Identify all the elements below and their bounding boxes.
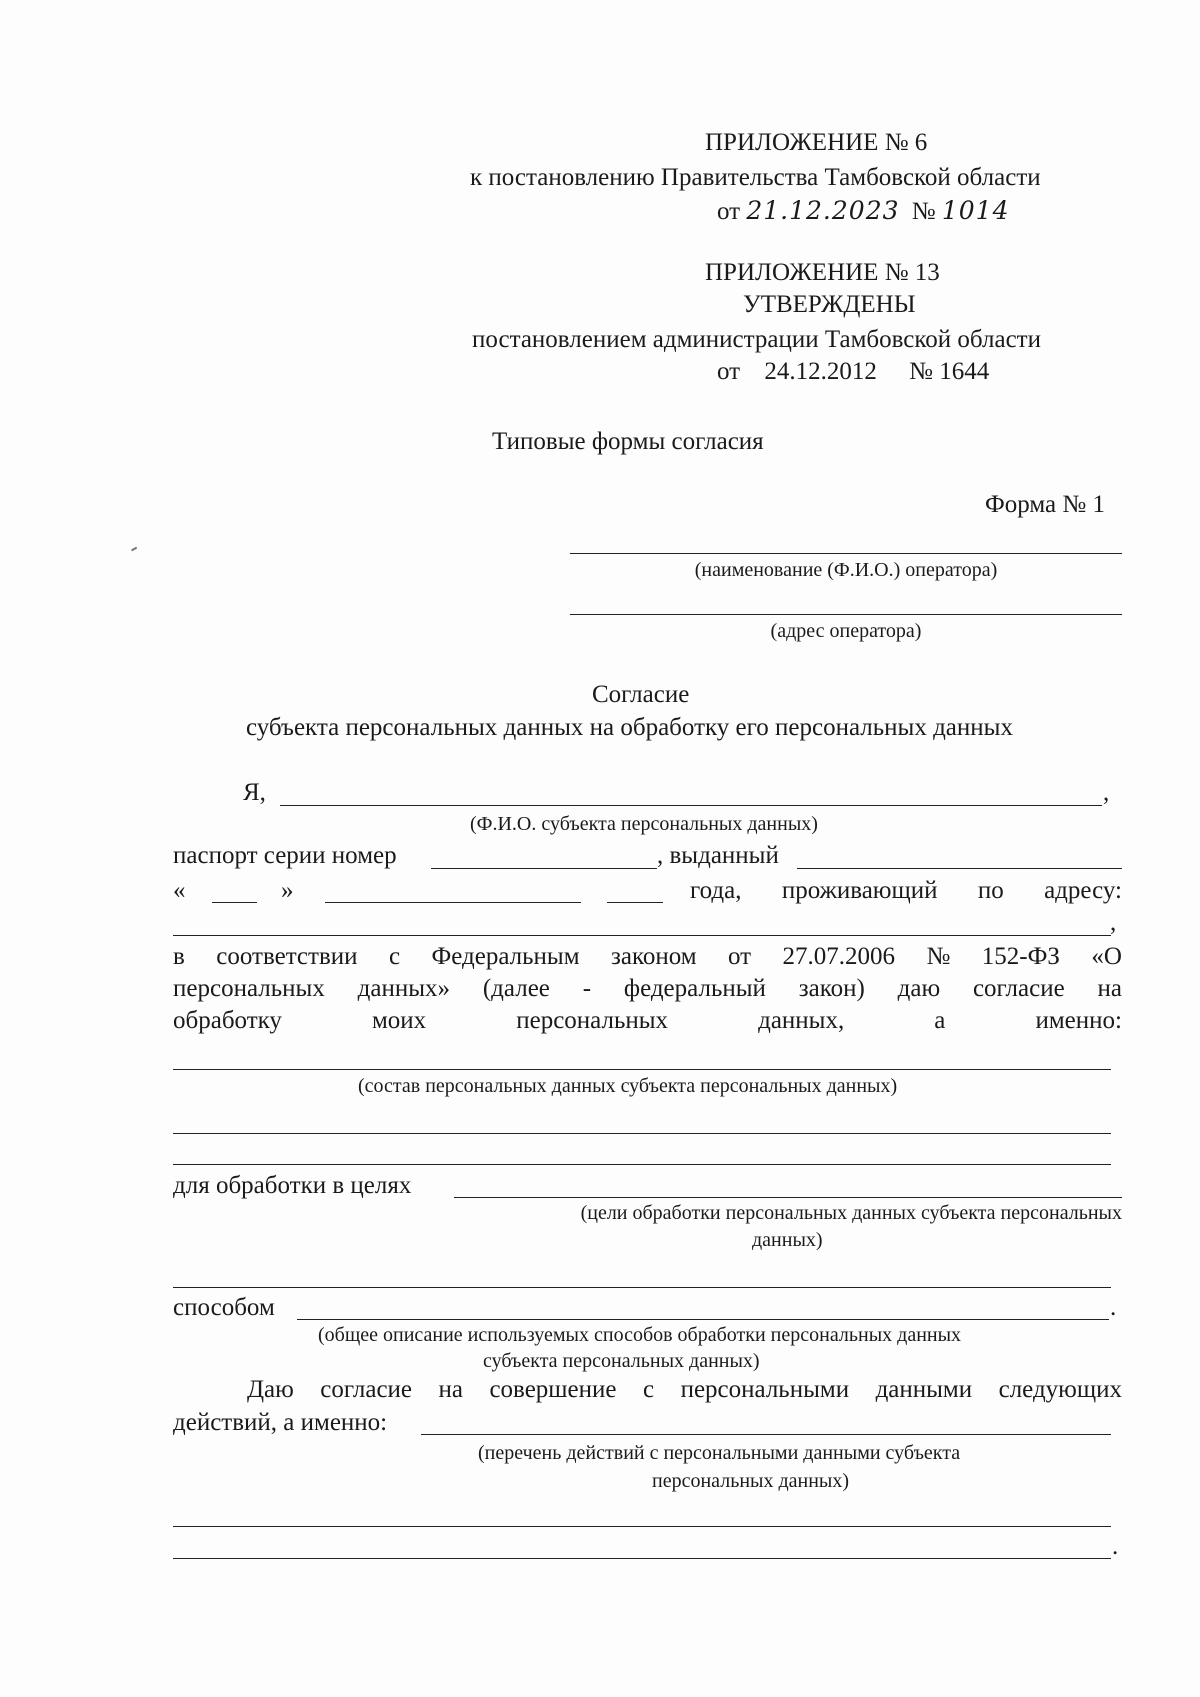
admin-from-label: от xyxy=(717,358,741,385)
form-number: Форма № 1 xyxy=(985,491,1105,518)
i-label: Я, xyxy=(243,779,266,806)
method-caption-2: субъекта персональных данных) xyxy=(483,1350,760,1372)
word: закон) xyxy=(798,975,865,1002)
approved-heading: УТВЕРЖДЕНЫ xyxy=(743,291,916,318)
law-line-2 xyxy=(173,974,1122,1004)
word: в xyxy=(173,943,185,970)
fio-comma: , xyxy=(1103,779,1110,806)
consent-title: Согласие xyxy=(592,681,690,708)
word: № xyxy=(926,943,951,970)
residence-words xyxy=(690,876,1122,906)
word: персональных xyxy=(516,1007,669,1034)
word: на xyxy=(1097,975,1122,1002)
residing-word: проживающий xyxy=(781,877,938,904)
appendix-13-heading: ПРИЛОЖЕНИЕ № 13 xyxy=(705,259,940,286)
issue-month-line[interactable] xyxy=(325,902,581,903)
passport-label: паспорт серии номер xyxy=(173,842,397,869)
subject-fio-line[interactable] xyxy=(280,805,1102,806)
word: с xyxy=(642,1376,655,1403)
actions-caption-1: (перечень действий с персональными данными субъекта xyxy=(478,1442,961,1464)
composition-line[interactable] xyxy=(173,1069,1111,1070)
issue-year-line[interactable] xyxy=(607,902,663,903)
word: согласие xyxy=(972,975,1065,1002)
operator-name-line[interactable] xyxy=(570,553,1122,554)
operator-address-caption: (адрес оператора) xyxy=(770,620,922,642)
method-caption-1: (общее описание используемых способов обработки персональных данных xyxy=(318,1324,962,1346)
actions-line[interactable] xyxy=(421,1434,1111,1435)
decree-date-line xyxy=(717,196,1009,227)
handwritten-decree-number: 1014 xyxy=(941,196,1010,225)
decree-from-label: от xyxy=(717,198,741,225)
actions-period: . xyxy=(1112,1533,1119,1560)
word: «О xyxy=(1091,943,1122,970)
composition-line-3[interactable] xyxy=(173,1164,1111,1165)
law-date: 27.07.2006 xyxy=(782,943,896,970)
composition-caption: (состав персональных данных субъекта персональных данных) xyxy=(358,1075,898,1097)
actions-line-2[interactable] xyxy=(173,1526,1111,1527)
composition-line-2[interactable] xyxy=(173,1133,1111,1134)
at-word: по xyxy=(977,877,1004,904)
word: персональных xyxy=(173,975,325,1002)
issued-label: , выданный xyxy=(657,842,779,869)
law-line-3 xyxy=(173,1006,1122,1036)
purpose-caption-1: (цели обработки персональных данных субъекта персональных xyxy=(580,1202,1122,1224)
law-number: 152-ФЗ xyxy=(981,943,1060,970)
word: от xyxy=(727,943,752,970)
word: именно: xyxy=(1035,1007,1122,1034)
decree-admin-line: постановлением администрации Тамбовской области xyxy=(472,326,1041,353)
admin-date: 24.12.2012 xyxy=(764,358,877,385)
admin-number: № 1644 xyxy=(909,358,990,385)
word: данных, xyxy=(758,1007,845,1034)
word: обработку xyxy=(173,1007,282,1034)
issue-day-line[interactable] xyxy=(212,902,257,903)
year-word: года, xyxy=(690,877,742,904)
word: данными xyxy=(875,1376,973,1403)
law-line-1 xyxy=(173,942,1122,972)
appendix-6-heading: ПРИЛОЖЕНИЕ № 6 xyxy=(705,129,928,156)
purpose-line[interactable] xyxy=(454,1197,1122,1198)
word: данных» xyxy=(357,975,451,1002)
word: с xyxy=(388,943,401,970)
actions-label: действий, а именно: xyxy=(173,1409,388,1436)
word: - xyxy=(582,975,592,1002)
issued-by-line[interactable] xyxy=(797,868,1122,869)
typical-forms-title: Типовые формы согласия xyxy=(492,428,764,455)
operator-name-caption: (наименование (Ф.И.О.) оператора) xyxy=(694,559,998,581)
method-label: способом xyxy=(173,1294,275,1321)
word: на xyxy=(438,1376,463,1403)
consent-subtitle: субъекта персональных данных на обработку его персональных данных xyxy=(246,714,1013,741)
word: соответствии xyxy=(216,943,358,970)
decree-number-label: № xyxy=(911,198,936,225)
word: Федеральным xyxy=(431,943,580,970)
residence-address-line[interactable] xyxy=(173,935,1111,936)
scan-speck xyxy=(131,547,137,551)
actions-line-1 xyxy=(247,1375,1122,1405)
word: а xyxy=(934,1007,946,1034)
address-comma: , xyxy=(1110,909,1117,936)
actions-caption-2: персональных данных) xyxy=(652,1470,850,1492)
method-line[interactable] xyxy=(297,1319,1109,1320)
word: согласие xyxy=(320,1376,413,1403)
word: следующих xyxy=(998,1376,1122,1403)
word: законом xyxy=(610,943,697,970)
word: моих xyxy=(371,1007,427,1034)
admin-date-line xyxy=(717,357,989,387)
address-word: адресу: xyxy=(1044,877,1122,904)
word: федеральный xyxy=(623,975,766,1002)
passport-number-line[interactable] xyxy=(431,868,657,869)
quote-open: « xyxy=(173,877,186,904)
word: даю xyxy=(897,975,941,1002)
handwritten-decree-date: 21.12.2023 xyxy=(746,196,900,225)
word: Даю xyxy=(247,1376,294,1403)
word: (далее xyxy=(482,975,550,1002)
operator-address-line[interactable] xyxy=(570,614,1122,615)
word: персональными xyxy=(680,1376,850,1403)
purpose-label: для обработки в целях xyxy=(173,1172,412,1199)
method-period: . xyxy=(1110,1294,1117,1321)
word: совершение xyxy=(489,1376,617,1403)
quote-close: » xyxy=(281,877,294,904)
purpose-line-2[interactable] xyxy=(173,1287,1111,1288)
purpose-caption-2: данных) xyxy=(752,1229,823,1251)
actions-line-3[interactable] xyxy=(173,1558,1111,1559)
decree-govt-line: к постановлению Правительства Тамбовской области xyxy=(470,164,1041,191)
fio-caption: (Ф.И.О. субъекта персональных данных) xyxy=(470,813,818,835)
